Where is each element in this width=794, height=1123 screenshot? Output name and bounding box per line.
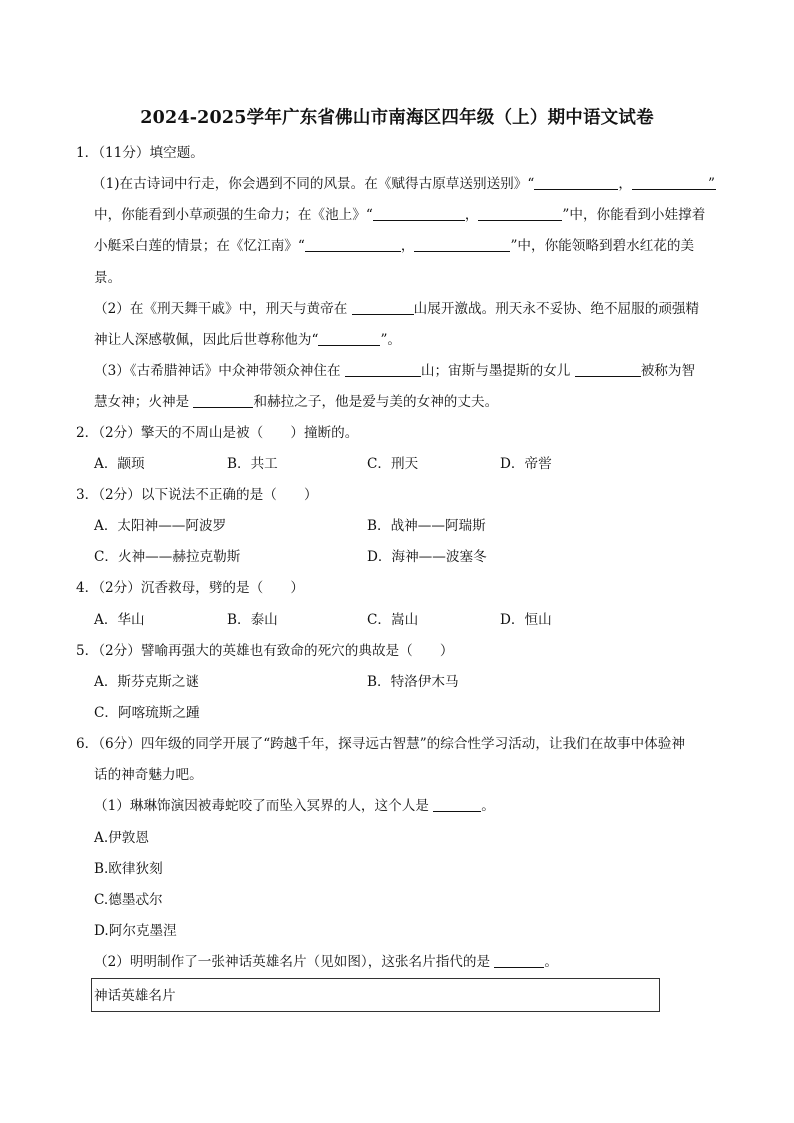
q6-sub2: （2）明明制作了一张神话英雄名片（见如图），这张名片指代的是 。: [94, 954, 558, 970]
blank[interactable]: [433, 797, 481, 812]
blank[interactable]: [318, 331, 380, 346]
blank[interactable]: [193, 393, 253, 408]
blank[interactable]: [494, 953, 544, 968]
q1-part1-line2: 中，你能看到小草顽强的生命力；在《池上》“ ， ”中，你能看到小娃撑着: [94, 207, 706, 223]
q3-option-d[interactable]: D．海神——波塞冬: [367, 549, 487, 565]
blank[interactable]: [352, 300, 414, 315]
blank[interactable]: [632, 175, 716, 190]
q1-heading: 1．（11分）填空题。: [76, 145, 204, 161]
exam-title: 2024-2025学年广东省佛山市南海区四年级（上）期中语文试卷: [140, 108, 654, 128]
quote-close: ”: [708, 176, 715, 192]
blank[interactable]: [305, 237, 401, 252]
q6-sub1-option-c[interactable]: C.德墨忒尔: [94, 892, 163, 908]
q5-option-b[interactable]: B．特洛伊木马: [367, 674, 459, 690]
q4-option-a[interactable]: A．华山: [94, 612, 145, 628]
blank[interactable]: [373, 206, 465, 221]
q1-part3-line1: （3）《古希腊神话》中众神带领众神住在 山；宙斯与墨提斯的女儿 被称为智: [94, 363, 696, 379]
q4-stem: 4．（2分）沉香救母，劈的是（ ）: [76, 580, 304, 596]
q4-option-b[interactable]: B．泰山: [227, 612, 278, 628]
q3-option-b[interactable]: B．战神——阿瑞斯: [367, 518, 486, 534]
q2-option-b[interactable]: B．共工: [227, 456, 278, 472]
hero-card-box: [91, 978, 660, 1012]
q1-part2-line1: （2）在《刑天舞干戚》中，刑天与黄帝在 山展开激战。刑天永不妥协、绝不屈服的顽强精: [94, 301, 700, 317]
q6-sub1-option-b[interactable]: B.欧律狄刻: [94, 861, 163, 877]
blank[interactable]: [414, 237, 510, 252]
q3-option-c[interactable]: C．火神——赫拉克勒斯: [94, 549, 241, 565]
q2-option-d[interactable]: D．帝喾: [500, 456, 552, 472]
q3-stem: 3．（2分）以下说法不正确的是（ ）: [76, 487, 318, 503]
blank[interactable]: [478, 206, 562, 221]
q6-sub1-option-a[interactable]: A.伊敦恩: [94, 830, 149, 846]
q5-option-a[interactable]: A．斯芬克斯之谜: [94, 674, 199, 690]
q1-part2-line2: 神让人深感敬佩，因此后世尊称他为“ ”。: [94, 332, 401, 348]
q1-part1-line3: 小艇采白莲的情景；在《忆江南》“ ， ”中，你能领略到碧水红花的美: [94, 238, 695, 254]
q2-option-c[interactable]: C．刑天: [367, 456, 419, 472]
q6-sub1-option-d[interactable]: D.阿尔克墨涅: [94, 923, 177, 939]
q4-option-d[interactable]: D．恒山: [500, 612, 552, 628]
q2-option-a[interactable]: A．颛顼: [94, 456, 145, 472]
q6-stem-line2: 话的神奇魅力吧。: [94, 767, 203, 783]
q1-part1-line1: （1)在古诗词中行走，你会遇到不同的风景。在《赋得古原草送别送别》“ ，: [92, 174, 716, 194]
q5-option-c[interactable]: C．阿喀琉斯之踵: [94, 705, 200, 721]
q2-stem: 2．（2分）擎天的不周山是被（ ）撞断的。: [76, 425, 359, 441]
q4-option-c[interactable]: C．嵩山: [367, 612, 419, 628]
q5-stem: 5．（2分）譬喻再强大的英雄也有致命的死穴的典故是（ ）: [76, 643, 454, 659]
q3-option-a[interactable]: A．太阳神——阿波罗: [94, 518, 227, 534]
q1-part1-line4: 景。: [94, 270, 122, 286]
blank[interactable]: [534, 175, 618, 190]
blank[interactable]: [575, 362, 641, 377]
hero-card-title: 神话英雄名片: [94, 988, 176, 1004]
q6-stem-line1: 6．（6分）四年级的同学开展了“跨越千年，探寻远古智慧”的综合性学习活动，让我们在故事中体验神: [76, 736, 685, 752]
q6-sub1: （1）琳琳饰演因被毒蛇咬了而坠入冥界的人，这个人是 。: [94, 798, 495, 814]
q1-part3-line2: 慧女神；火神是 和赫拉之子，他是爱与美的女神的丈夫。: [94, 394, 499, 410]
blank[interactable]: [345, 362, 421, 377]
